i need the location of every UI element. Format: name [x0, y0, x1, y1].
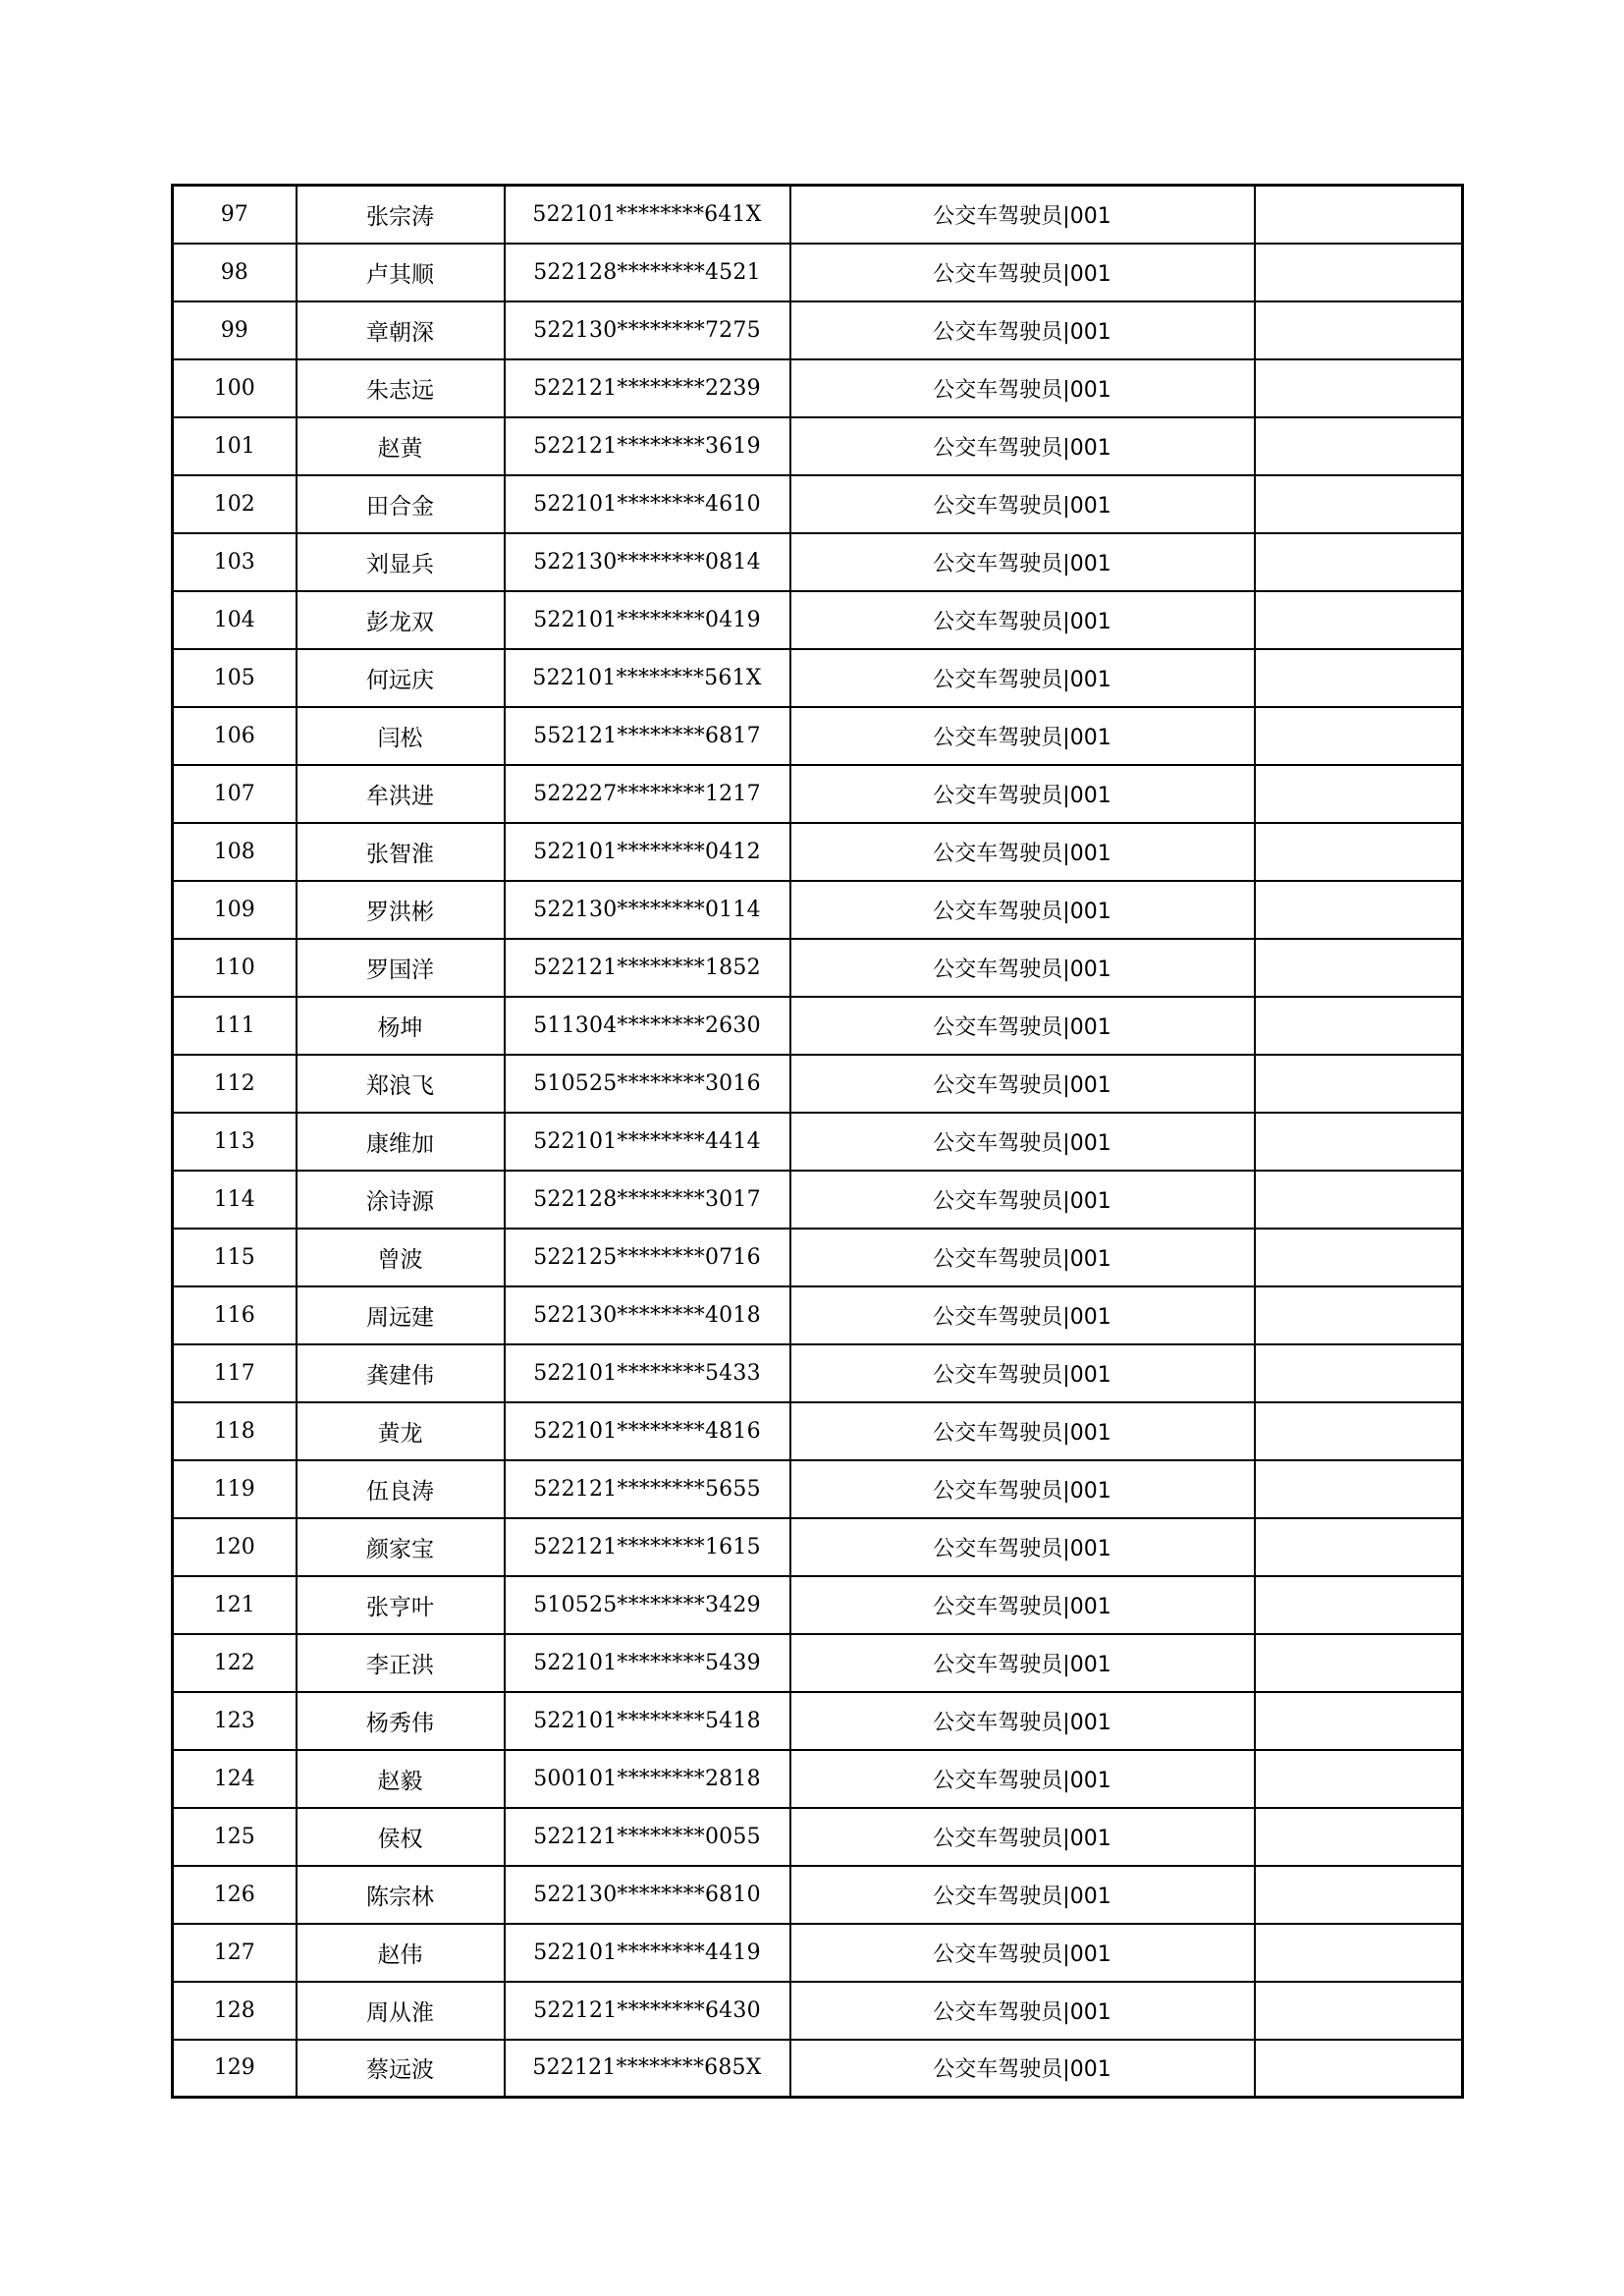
note-cell [1255, 1634, 1463, 1692]
roster-table [171, 184, 1464, 2099]
row-number-cell: 103 [173, 533, 297, 591]
name-cell: 颜家宝 [297, 1518, 505, 1576]
note-cell [1255, 1344, 1463, 1402]
position-cell: 公交车驾驶员|001 [790, 997, 1255, 1055]
note-cell [1255, 1055, 1463, 1113]
note-cell [1255, 1692, 1463, 1750]
position-cell: 公交车驾驶员|001 [790, 1924, 1255, 1982]
id-number-cell: 522121********5655 [505, 1460, 790, 1518]
position-cell: 公交车驾驶员|001 [790, 1460, 1255, 1518]
position-cell: 公交车驾驶员|001 [790, 1750, 1255, 1808]
position-cell: 公交车驾驶员|001 [790, 1402, 1255, 1460]
row-number-cell: 113 [173, 1113, 297, 1171]
id-number-cell: 522130********7275 [505, 301, 790, 359]
table-row [173, 649, 1463, 707]
name-cell: 卢其顺 [297, 244, 505, 301]
id-number-cell: 522130********0814 [505, 533, 790, 591]
id-number-cell: 522121********1615 [505, 1518, 790, 1576]
note-cell [1255, 881, 1463, 939]
note-cell [1255, 765, 1463, 823]
row-number-cell: 120 [173, 1518, 297, 1576]
id-number-cell: 522101********4419 [505, 1924, 790, 1982]
note-cell [1255, 997, 1463, 1055]
row-number-cell: 122 [173, 1634, 297, 1692]
note-cell [1255, 1576, 1463, 1634]
note-cell [1255, 2040, 1463, 2098]
id-number-cell: 522101********5439 [505, 1634, 790, 1692]
name-cell: 罗国洋 [297, 939, 505, 997]
position-cell: 公交车驾驶员|001 [790, 765, 1255, 823]
table-row [173, 301, 1463, 359]
row-number-cell: 119 [173, 1460, 297, 1518]
name-cell: 朱志远 [297, 359, 505, 417]
position-cell: 公交车驾驶员|001 [790, 1344, 1255, 1402]
position-cell: 公交车驾驶员|001 [790, 707, 1255, 765]
note-cell [1255, 475, 1463, 533]
row-number-cell: 123 [173, 1692, 297, 1750]
id-number-cell: 522130********4018 [505, 1286, 790, 1344]
position-cell: 公交车驾驶员|001 [790, 591, 1255, 649]
id-number-cell: 522128********3017 [505, 1171, 790, 1229]
table-row [173, 359, 1463, 417]
row-number-cell: 124 [173, 1750, 297, 1808]
position-cell: 公交车驾驶员|001 [790, 1692, 1255, 1750]
note-cell [1255, 1460, 1463, 1518]
row-number-cell: 100 [173, 359, 297, 417]
id-number-cell: 522121********2239 [505, 359, 790, 417]
table-row [173, 1286, 1463, 1344]
position-cell: 公交车驾驶员|001 [790, 186, 1255, 244]
id-number-cell: 522121********685X [505, 2040, 790, 2098]
id-number-cell: 522130********0114 [505, 881, 790, 939]
note-cell [1255, 417, 1463, 475]
table-row [173, 1692, 1463, 1750]
row-number-cell: 114 [173, 1171, 297, 1229]
name-cell: 杨秀伟 [297, 1692, 505, 1750]
name-cell: 黄龙 [297, 1402, 505, 1460]
row-number-cell: 118 [173, 1402, 297, 1460]
row-number-cell: 101 [173, 417, 297, 475]
name-cell: 何远庆 [297, 649, 505, 707]
row-number-cell: 106 [173, 707, 297, 765]
name-cell: 刘显兵 [297, 533, 505, 591]
table-row [173, 1460, 1463, 1518]
position-cell: 公交车驾驶员|001 [790, 939, 1255, 997]
position-cell: 公交车驾驶员|001 [790, 475, 1255, 533]
table-row [173, 1229, 1463, 1286]
position-cell: 公交车驾驶员|001 [790, 823, 1255, 881]
table-row [173, 1982, 1463, 2040]
row-number-cell: 108 [173, 823, 297, 881]
name-cell: 李正洪 [297, 1634, 505, 1692]
table-row [173, 1866, 1463, 1924]
note-cell [1255, 1518, 1463, 1576]
name-cell: 闫松 [297, 707, 505, 765]
note-cell [1255, 939, 1463, 997]
table-row [173, 823, 1463, 881]
row-number-cell: 125 [173, 1808, 297, 1866]
position-cell: 公交车驾驶员|001 [790, 2040, 1255, 2098]
id-number-cell: 552121********6817 [505, 707, 790, 765]
id-number-cell: 522101********4414 [505, 1113, 790, 1171]
table-row [173, 997, 1463, 1055]
id-number-cell: 522101********4816 [505, 1402, 790, 1460]
name-cell: 陈宗林 [297, 1866, 505, 1924]
table-row [173, 1402, 1463, 1460]
note-cell [1255, 1982, 1463, 2040]
position-cell: 公交车驾驶员|001 [790, 649, 1255, 707]
note-cell [1255, 301, 1463, 359]
name-cell: 周远建 [297, 1286, 505, 1344]
row-number-cell: 127 [173, 1924, 297, 1982]
name-cell: 田合金 [297, 475, 505, 533]
row-number-cell: 116 [173, 1286, 297, 1344]
name-cell: 康维加 [297, 1113, 505, 1171]
table-row [173, 707, 1463, 765]
name-cell: 张智淮 [297, 823, 505, 881]
table-row [173, 1518, 1463, 1576]
table-row [173, 1634, 1463, 1692]
position-cell: 公交车驾驶员|001 [790, 417, 1255, 475]
note-cell [1255, 1808, 1463, 1866]
id-number-cell: 522101********4610 [505, 475, 790, 533]
name-cell: 郑浪飞 [297, 1055, 505, 1113]
id-number-cell: 522121********6430 [505, 1982, 790, 2040]
table-row [173, 881, 1463, 939]
row-number-cell: 115 [173, 1229, 297, 1286]
position-cell: 公交车驾驶员|001 [790, 1171, 1255, 1229]
name-cell: 蔡远波 [297, 2040, 505, 2098]
id-number-cell: 522101********641X [505, 186, 790, 244]
position-cell: 公交车驾驶员|001 [790, 1866, 1255, 1924]
table-row [173, 1113, 1463, 1171]
row-number-cell: 128 [173, 1982, 297, 2040]
note-cell [1255, 649, 1463, 707]
name-cell: 张宗涛 [297, 186, 505, 244]
table-row [173, 2040, 1463, 2098]
note-cell [1255, 359, 1463, 417]
row-number-cell: 107 [173, 765, 297, 823]
table-row [173, 475, 1463, 533]
note-cell [1255, 1229, 1463, 1286]
position-cell: 公交车驾驶员|001 [790, 1229, 1255, 1286]
id-number-cell: 522101********0419 [505, 591, 790, 649]
name-cell: 侯权 [297, 1808, 505, 1866]
row-number-cell: 129 [173, 2040, 297, 2098]
table-row [173, 1924, 1463, 1982]
note-cell [1255, 707, 1463, 765]
row-number-cell: 110 [173, 939, 297, 997]
table-row [173, 765, 1463, 823]
table-row [173, 417, 1463, 475]
name-cell: 章朝深 [297, 301, 505, 359]
id-number-cell: 500101********2818 [505, 1750, 790, 1808]
position-cell: 公交车驾驶员|001 [790, 881, 1255, 939]
name-cell: 周从淮 [297, 1982, 505, 2040]
id-number-cell: 510525********3429 [505, 1576, 790, 1634]
name-cell: 彭龙双 [297, 591, 505, 649]
row-number-cell: 104 [173, 591, 297, 649]
row-number-cell: 121 [173, 1576, 297, 1634]
id-number-cell: 522121********1852 [505, 939, 790, 997]
position-cell: 公交车驾驶员|001 [790, 1982, 1255, 2040]
row-number-cell: 111 [173, 997, 297, 1055]
table-row [173, 533, 1463, 591]
note-cell [1255, 533, 1463, 591]
table-row [173, 1171, 1463, 1229]
note-cell [1255, 591, 1463, 649]
id-number-cell: 522227********1217 [505, 765, 790, 823]
position-cell: 公交车驾驶员|001 [790, 301, 1255, 359]
id-number-cell: 522101********561X [505, 649, 790, 707]
note-cell [1255, 1750, 1463, 1808]
id-number-cell: 510525********3016 [505, 1055, 790, 1113]
id-number-cell: 522101********5433 [505, 1344, 790, 1402]
name-cell: 伍良涛 [297, 1460, 505, 1518]
name-cell: 赵黄 [297, 417, 505, 475]
id-number-cell: 522101********5418 [505, 1692, 790, 1750]
id-number-cell: 522125********0716 [505, 1229, 790, 1286]
name-cell: 罗洪彬 [297, 881, 505, 939]
note-cell [1255, 1286, 1463, 1344]
row-number-cell: 97 [173, 186, 297, 244]
table-row [173, 591, 1463, 649]
row-number-cell: 98 [173, 244, 297, 301]
name-cell: 龚建伟 [297, 1344, 505, 1402]
note-cell [1255, 186, 1463, 244]
position-cell: 公交车驾驶员|001 [790, 1055, 1255, 1113]
name-cell: 赵毅 [297, 1750, 505, 1808]
note-cell [1255, 1113, 1463, 1171]
id-number-cell: 511304********2630 [505, 997, 790, 1055]
note-cell [1255, 1924, 1463, 1982]
table-row [173, 1344, 1463, 1402]
table-row [173, 186, 1463, 244]
id-number-cell: 522128********4521 [505, 244, 790, 301]
note-cell [1255, 823, 1463, 881]
row-number-cell: 112 [173, 1055, 297, 1113]
row-number-cell: 109 [173, 881, 297, 939]
row-number-cell: 117 [173, 1344, 297, 1402]
roster-table-body [173, 186, 1463, 2098]
position-cell: 公交车驾驶员|001 [790, 1286, 1255, 1344]
row-number-cell: 99 [173, 301, 297, 359]
row-number-cell: 126 [173, 1866, 297, 1924]
note-cell [1255, 1402, 1463, 1460]
position-cell: 公交车驾驶员|001 [790, 1576, 1255, 1634]
position-cell: 公交车驾驶员|001 [790, 1634, 1255, 1692]
table-row [173, 1055, 1463, 1113]
name-cell: 杨坤 [297, 997, 505, 1055]
position-cell: 公交车驾驶员|001 [790, 533, 1255, 591]
table-row [173, 1808, 1463, 1866]
name-cell: 牟洪进 [297, 765, 505, 823]
id-number-cell: 522130********6810 [505, 1866, 790, 1924]
position-cell: 公交车驾驶员|001 [790, 1808, 1255, 1866]
row-number-cell: 105 [173, 649, 297, 707]
name-cell: 张亨叶 [297, 1576, 505, 1634]
id-number-cell: 522121********3619 [505, 417, 790, 475]
id-number-cell: 522101********0412 [505, 823, 790, 881]
table-row [173, 939, 1463, 997]
id-number-cell: 522121********0055 [505, 1808, 790, 1866]
note-cell [1255, 244, 1463, 301]
position-cell: 公交车驾驶员|001 [790, 1113, 1255, 1171]
note-cell [1255, 1171, 1463, 1229]
table-row [173, 1750, 1463, 1808]
name-cell: 涂诗源 [297, 1171, 505, 1229]
position-cell: 公交车驾驶员|001 [790, 359, 1255, 417]
table-row [173, 244, 1463, 301]
position-cell: 公交车驾驶员|001 [790, 244, 1255, 301]
name-cell: 赵伟 [297, 1924, 505, 1982]
row-number-cell: 102 [173, 475, 297, 533]
position-cell: 公交车驾驶员|001 [790, 1518, 1255, 1576]
note-cell [1255, 1866, 1463, 1924]
table-row [173, 1576, 1463, 1634]
name-cell: 曾波 [297, 1229, 505, 1286]
